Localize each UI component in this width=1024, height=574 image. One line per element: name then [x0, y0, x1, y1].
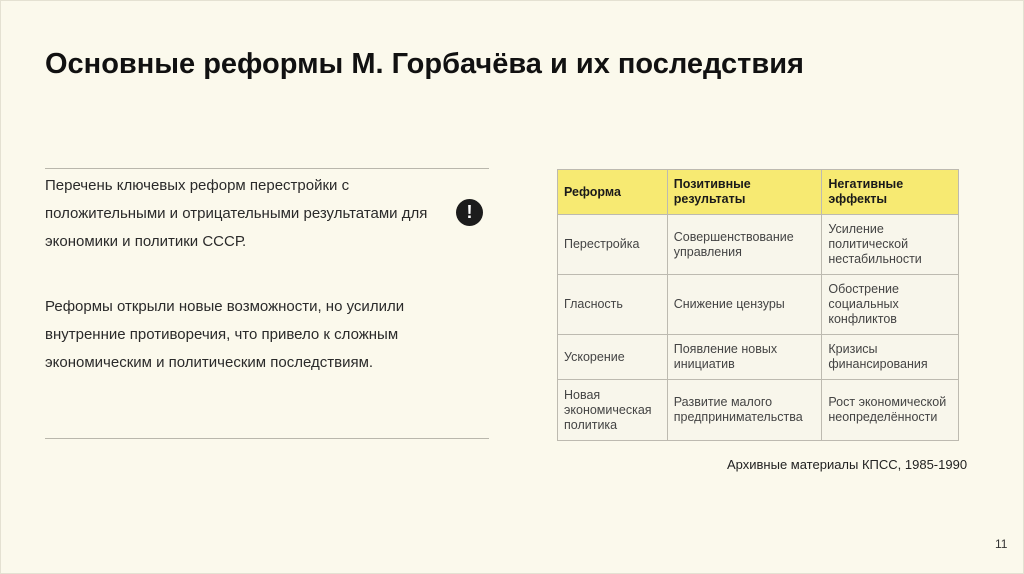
table-row [558, 380, 959, 441]
reforms-table [557, 169, 959, 441]
table-header-row [558, 170, 959, 215]
bottom-divider [45, 438, 489, 439]
top-divider [45, 168, 489, 169]
reform-cell: Перестройка [558, 215, 668, 275]
header-reform: Реформа [558, 170, 668, 215]
reform-cell: Гласность [558, 275, 668, 335]
negative-cell: Обострение социальных конфликтов [822, 275, 959, 335]
positive-cell: Появление новых инициатив [667, 335, 822, 380]
negative-cell: Усиление политической нестабильности [822, 215, 959, 275]
table-row [558, 215, 959, 275]
negative-cell: Кризисы финансирования [822, 335, 959, 380]
table-row [558, 335, 959, 380]
positive-cell: Совершенствование управления [667, 215, 822, 275]
slide-title: Основные реформы М. Горбачёва и их последствия [45, 48, 804, 80]
positive-cell: Развитие малого предпринимательства [667, 380, 822, 441]
positive-cell: Снижение цензуры [667, 275, 822, 335]
reform-cell: Ускорение [558, 335, 668, 380]
page-number: 11 [995, 537, 1008, 551]
intro-text: Перечень ключевых реформ перестройки с положительными и отрицательными результатами для экономики и политики СССР. [45, 177, 428, 250]
table-row [558, 275, 959, 335]
negative-cell: Рост экономической неопределённости [822, 380, 959, 441]
header-positive: Позитивные результаты [667, 170, 822, 215]
source-caption: Архивные материалы КПСС, 1985-1990 [727, 457, 968, 472]
reform-cell: Новая экономическая политика [558, 380, 668, 441]
header-negative: Негативные эффекты [822, 170, 959, 215]
summary-text: Реформы открыли новые возможности, но усилили внутренние противоречия, что привело к сложным экономическим и политическим последствиям. [45, 298, 405, 371]
exclamation-icon: ! [456, 199, 483, 226]
